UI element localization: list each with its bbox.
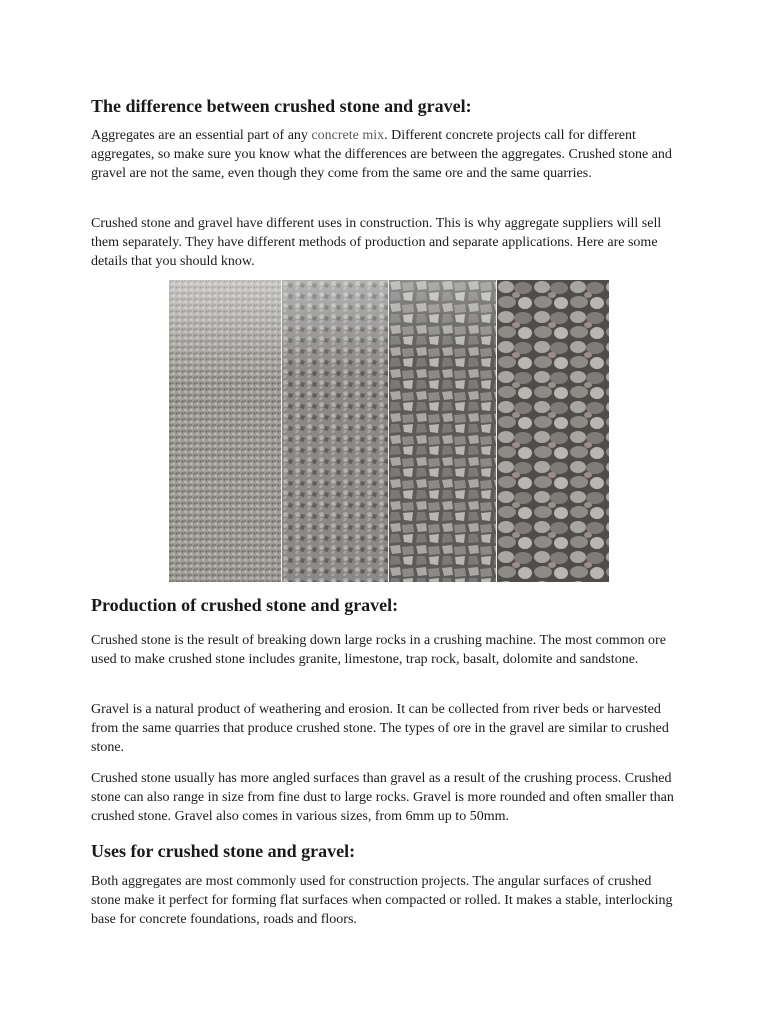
heading-production: Production of crushed stone and gravel: [91, 595, 399, 615]
medium-crushed-stone-strip [389, 280, 496, 582]
paragraph-aggregates-text-1: Aggregates are an essential part of any [91, 128, 312, 143]
concrete-mix-link[interactable]: concrete mix [311, 128, 385, 143]
heading-difference: The difference between crushed stone and gravel: [91, 96, 472, 116]
heading-uses: Uses for crushed stone and gravel: [91, 841, 356, 861]
paragraph-uses-intro: Crushed stone and gravel have different uses in construction. This is why aggregate suppliers will sell them separately. They have different methods of production and separate applications. Here are some details that you should know. [91, 216, 662, 269]
paragraph-uses: Both aggregates are most commonly used for construction projects. The angular surfaces of crushed stone make it perfect for forming flat surfaces when compacted or rolled. It makes a stable, interlocking base for concrete foundations, roads and floors. [91, 874, 673, 927]
paragraph-aggregates [91, 126, 683, 183]
paragraph-surface-differences: Crushed stone usually has more angled surfaces than gravel as a result of the crushing process. Crushed stone can also range in size from fine dust to large rocks. Gravel is more rounded and often smaller than crushed stone. Gravel also comes in various sizes, from 6mm up to 50mm. [91, 771, 674, 824]
paragraph-aggregates-text-2: . Different concrete projects call for different aggregates, so make sure you know what the differences are between the aggregates. Crushed stone and gravel are not the same, even though they come from the same ore and the same quarries. [91, 128, 672, 181]
small-crushed-stone-strip [282, 280, 388, 582]
small-crushed-stone-texture [282, 280, 388, 582]
aggregates-photo [169, 280, 609, 582]
medium-crushed-stone-texture [389, 280, 496, 582]
paragraph-gravel-production: Gravel is a natural product of weathering and erosion. It can be collected from river beds or harvested from the same quarries that produce crushed stone. The types of ore in the gravel are similar to crushed stone. [91, 702, 669, 755]
fine-gravel-strip [169, 280, 281, 582]
river-pebbles-strip [497, 280, 609, 582]
fine-gravel-texture [169, 280, 281, 582]
river-pebbles-texture [497, 280, 609, 582]
paragraph-crushed-stone-production: Crushed stone is the result of breaking down large rocks in a crushing machine. The most common ore used to make crushed stone includes granite, limestone, trap rock, basalt, dolomite and sandstone. [91, 633, 666, 667]
